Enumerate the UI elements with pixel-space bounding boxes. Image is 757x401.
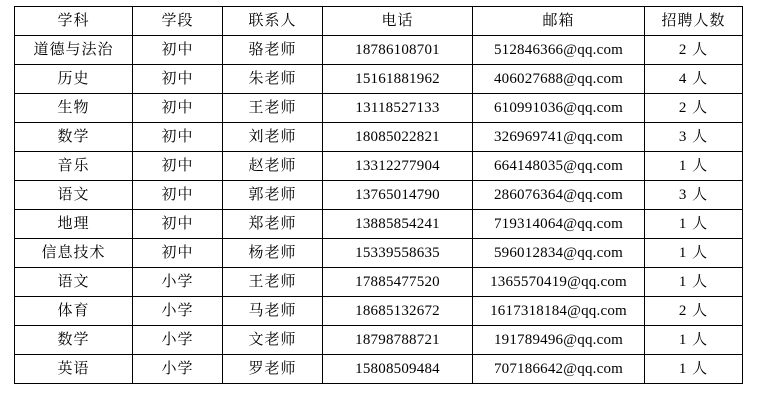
cell-subject: 信息技术 xyxy=(15,239,133,268)
cell-phone: 15808509484 xyxy=(323,355,473,384)
cell-phone: 15339558635 xyxy=(323,239,473,268)
cell-subject: 道德与法治 xyxy=(15,36,133,65)
cell-stage: 小学 xyxy=(133,355,223,384)
cell-contact: 罗老师 xyxy=(223,355,323,384)
table-row xyxy=(15,268,743,297)
cell-contact: 朱老师 xyxy=(223,65,323,94)
cell-phone: 13885854241 xyxy=(323,210,473,239)
cell-email: 1617318184@qq.com xyxy=(473,297,645,326)
cell-email: 286076364@qq.com xyxy=(473,181,645,210)
cell-email: 596012834@qq.com xyxy=(473,239,645,268)
table-row xyxy=(15,36,743,65)
cell-subject: 生物 xyxy=(15,94,133,123)
cell-phone: 18798788721 xyxy=(323,326,473,355)
cell-email: 1365570419@qq.com xyxy=(473,268,645,297)
column-header-stage: 学段 xyxy=(133,7,223,36)
column-header-contact: 联系人 xyxy=(223,7,323,36)
cell-stage: 初中 xyxy=(133,152,223,181)
cell-count: 4 人 xyxy=(645,65,743,94)
cell-email: 719314064@qq.com xyxy=(473,210,645,239)
cell-phone: 18786108701 xyxy=(323,36,473,65)
table-row xyxy=(15,94,743,123)
cell-phone: 17885477520 xyxy=(323,268,473,297)
table-row xyxy=(15,355,743,384)
cell-email: 406027688@qq.com xyxy=(473,65,645,94)
cell-phone: 13118527133 xyxy=(323,94,473,123)
cell-phone: 18085022821 xyxy=(323,123,473,152)
cell-contact: 刘老师 xyxy=(223,123,323,152)
table-row xyxy=(15,210,743,239)
cell-stage: 初中 xyxy=(133,36,223,65)
cell-stage: 小学 xyxy=(133,297,223,326)
cell-phone: 18685132672 xyxy=(323,297,473,326)
cell-phone: 13765014790 xyxy=(323,181,473,210)
cell-email: 610991036@qq.com xyxy=(473,94,645,123)
cell-subject: 语文 xyxy=(15,181,133,210)
cell-email: 326969741@qq.com xyxy=(473,123,645,152)
cell-stage: 初中 xyxy=(133,65,223,94)
cell-stage: 初中 xyxy=(133,181,223,210)
table-row xyxy=(15,123,743,152)
cell-email: 664148035@qq.com xyxy=(473,152,645,181)
cell-phone: 15161881962 xyxy=(323,65,473,94)
cell-email: 512846366@qq.com xyxy=(473,36,645,65)
cell-count: 1 人 xyxy=(645,152,743,181)
column-header-count: 招聘人数 xyxy=(645,7,743,36)
table-row xyxy=(15,65,743,94)
cell-subject: 音乐 xyxy=(15,152,133,181)
recruitment-table xyxy=(14,6,743,384)
cell-contact: 马老师 xyxy=(223,297,323,326)
table-row xyxy=(15,152,743,181)
cell-contact: 骆老师 xyxy=(223,36,323,65)
cell-count: 1 人 xyxy=(645,239,743,268)
cell-subject: 数学 xyxy=(15,123,133,152)
cell-stage: 初中 xyxy=(133,123,223,152)
cell-contact: 郭老师 xyxy=(223,181,323,210)
table-body xyxy=(15,36,743,384)
cell-count: 2 人 xyxy=(645,94,743,123)
cell-email: 191789496@qq.com xyxy=(473,326,645,355)
cell-email: 707186642@qq.com xyxy=(473,355,645,384)
cell-contact: 赵老师 xyxy=(223,152,323,181)
cell-stage: 初中 xyxy=(133,94,223,123)
table-row xyxy=(15,297,743,326)
cell-stage: 小学 xyxy=(133,326,223,355)
table-row xyxy=(15,181,743,210)
cell-subject: 地理 xyxy=(15,210,133,239)
cell-contact: 王老师 xyxy=(223,94,323,123)
column-header-email: 邮箱 xyxy=(473,7,645,36)
cell-count: 2 人 xyxy=(645,297,743,326)
cell-subject: 数学 xyxy=(15,326,133,355)
cell-contact: 郑老师 xyxy=(223,210,323,239)
cell-subject: 语文 xyxy=(15,268,133,297)
table-row xyxy=(15,326,743,355)
cell-subject: 历史 xyxy=(15,65,133,94)
column-header-phone: 电话 xyxy=(323,7,473,36)
cell-count: 1 人 xyxy=(645,326,743,355)
cell-stage: 小学 xyxy=(133,268,223,297)
cell-contact: 杨老师 xyxy=(223,239,323,268)
cell-subject: 英语 xyxy=(15,355,133,384)
cell-count: 3 人 xyxy=(645,181,743,210)
column-header-subject: 学科 xyxy=(15,7,133,36)
cell-count: 1 人 xyxy=(645,268,743,297)
cell-count: 3 人 xyxy=(645,123,743,152)
cell-stage: 初中 xyxy=(133,239,223,268)
cell-count: 2 人 xyxy=(645,36,743,65)
cell-stage: 初中 xyxy=(133,210,223,239)
table-row xyxy=(15,239,743,268)
table-header-row xyxy=(15,7,743,36)
table-header xyxy=(15,7,743,36)
cell-phone: 13312277904 xyxy=(323,152,473,181)
cell-subject: 体育 xyxy=(15,297,133,326)
cell-contact: 文老师 xyxy=(223,326,323,355)
cell-count: 1 人 xyxy=(645,355,743,384)
cell-contact: 王老师 xyxy=(223,268,323,297)
cell-count: 1 人 xyxy=(645,210,743,239)
